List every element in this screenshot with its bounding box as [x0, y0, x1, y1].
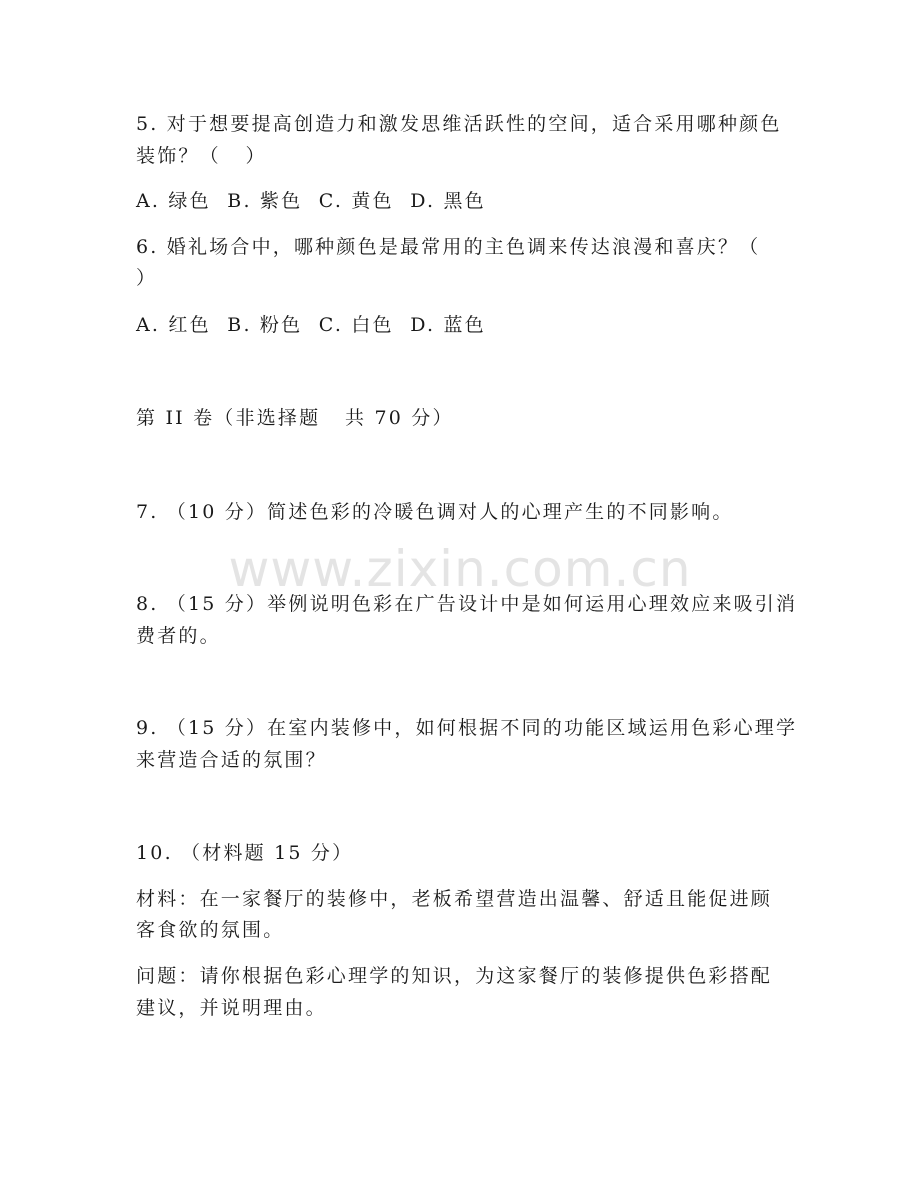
- question-10-material-line2: 客食欲的氛围。: [136, 919, 285, 941]
- question-5-text-line2: 装饰？（ ）: [136, 145, 267, 167]
- question-8-text-line2: 费者的。: [136, 625, 221, 647]
- question-10-material-line1: 材料：在一家餐厅的装修中，老板希望营造出温馨、舒适且能促进顾: [136, 888, 773, 910]
- question-6-options: A. 红色 B. 粉色 C. 白色 D. 蓝色: [136, 314, 486, 336]
- question-10-question-line1: 问题：请你根据色彩心理学的知识，为这家餐厅的装修提供色彩搭配: [136, 965, 773, 987]
- question-9-text-line2: 来营造合适的氛围？: [136, 749, 327, 771]
- question-10-title: 10. （材料题 15 分）: [136, 842, 354, 864]
- question-7-text: 7. （10 分）简述色彩的冷暖色调对人的心理产生的不同影响。: [136, 501, 734, 523]
- question-9-text-line1: 9. （15 分）在室内装修中，如何根据不同的功能区域运用色彩心理学: [136, 717, 798, 739]
- watermark: www.zixin.com.cn: [228, 540, 692, 598]
- question-5-options: A. 绿色 B. 紫色 C. 黄色 D. 黑色: [136, 190, 486, 212]
- question-5-text-line1: 5. 对于想要提高创造力和激发思维活跃性的空间，适合采用哪种颜色: [136, 113, 782, 135]
- question-10-question-line2: 建议，并说明理由。: [136, 997, 327, 1019]
- section-2-heading: 第 II 卷（非选择题 共 70 分）: [136, 407, 454, 429]
- question-6-text-line2: ）: [136, 267, 158, 289]
- question-8-text-line1: 8. （15 分）举例说明色彩在广告设计中是如何运用心理效应来吸引消: [136, 593, 798, 615]
- question-6-text-line1: 6. 婚礼场合中，哪种颜色是最常用的主色调来传达浪漫和喜庆？（: [136, 236, 761, 258]
